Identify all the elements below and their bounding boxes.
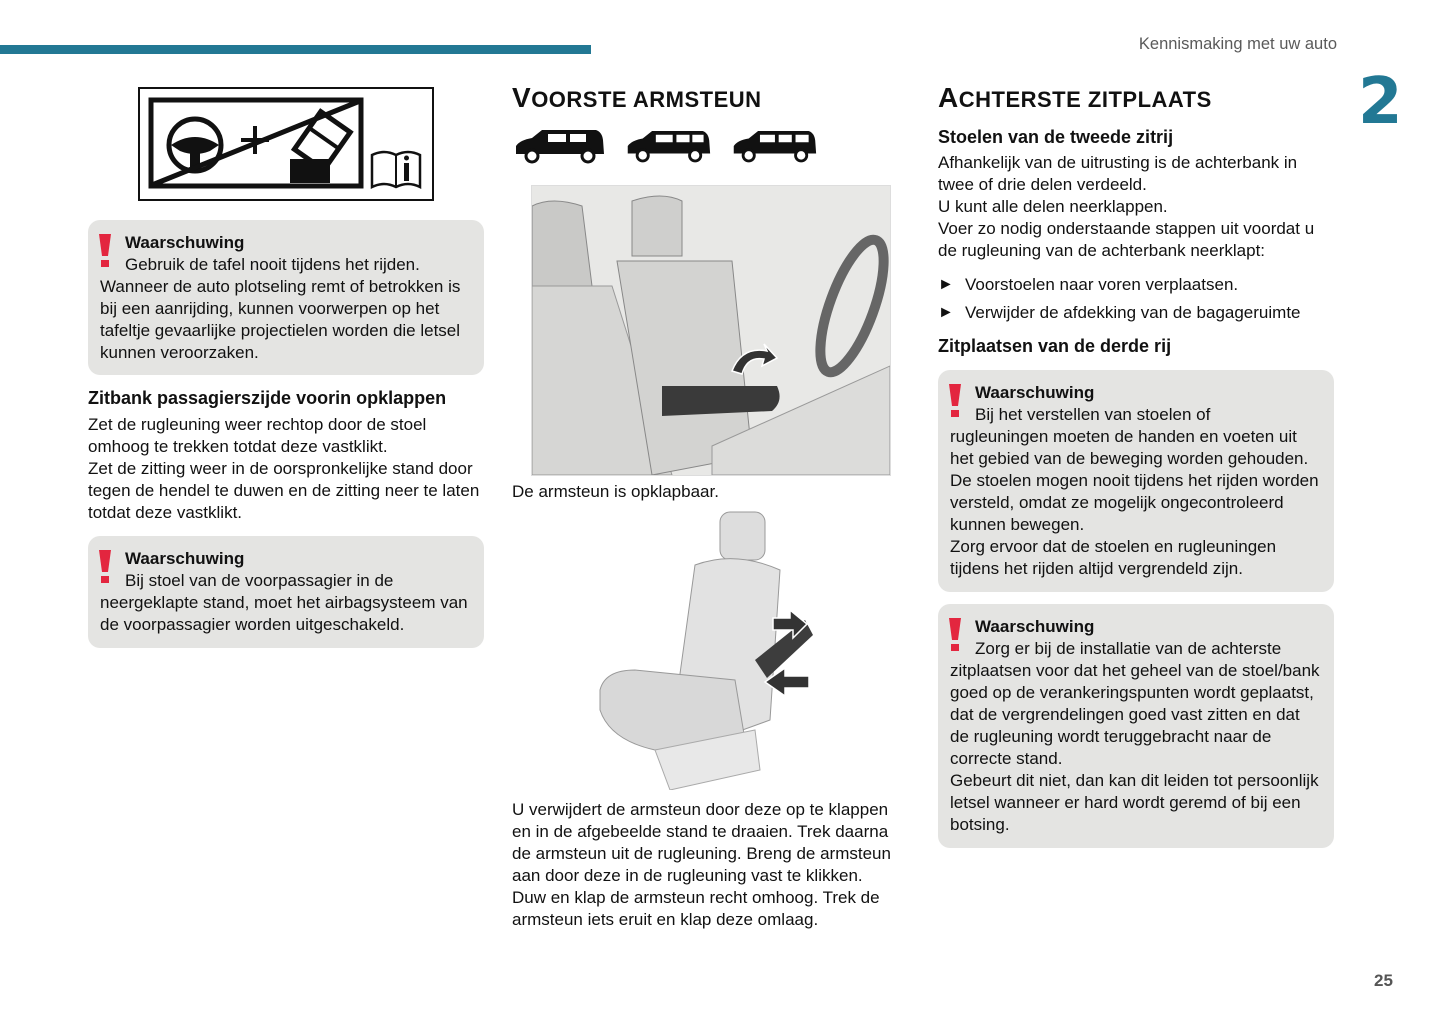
heading-cap: V: [512, 82, 532, 113]
heading-rest: CHTERSTE ZITPLAATS: [958, 87, 1212, 112]
paragraph-split: Afhankelijk van de uitrusting is de achterbank in twee of drie delen verdeeld.: [938, 153, 1298, 194]
warning-exclamation-icon: [948, 382, 962, 418]
paragraph-seat: Zet de zitting weer in de oorspronkelijke stand door tegen de hendel te duwen en de zitting neer te laten totdat deze vastklikt.: [88, 459, 480, 522]
warning-exclamation-icon: [98, 548, 112, 584]
list-item: [938, 274, 1334, 296]
vehicle-variant-icons: [512, 126, 892, 166]
no-table-while-driving-pictogram: [138, 87, 434, 201]
heading-cap: A: [938, 82, 959, 113]
warning-text: rugleuningen moeten de handen en voeten uit het gebied van de beweging worden gehouden.: [950, 427, 1309, 468]
list-item-text: Verwijder de afdekking van de bagageruimte: [965, 303, 1301, 322]
subheading-third-row: Zitplaatsen van de derde rij: [938, 336, 1172, 356]
subheading-second-row: Stoelen van de tweede zitrij: [938, 127, 1174, 147]
warning-box-adjusting: [938, 370, 1334, 592]
chapter-number: 2: [1358, 65, 1403, 139]
bullet-arrow-icon: ►: [938, 276, 954, 293]
van-7-seats-icon: [730, 126, 818, 166]
front-armrest-illustration: [531, 185, 891, 476]
warning-text-first: Bij het verstellen van stoelen of: [975, 405, 1211, 424]
header-accent-bar: [0, 45, 591, 54]
warning-text-first: Gebruik de tafel nooit tijdens het rijden.: [125, 255, 420, 274]
list-item-text: Voorstoelen naar voren verplaatsen.: [965, 275, 1239, 294]
heading-rest: OORSTE ARMSTEUN: [531, 87, 762, 112]
subheading-fold-bench: Zitbank passagierszijde voorin opklappen: [88, 388, 447, 408]
middle-column: [512, 82, 892, 166]
caption-armrest-foldable: De armsteun is opklapbaar.: [512, 482, 719, 501]
warning-text: neergeklapte stand, moet het airbagsysteem van de voorpassagier worden uitgeschakeld.: [100, 593, 468, 634]
warning-title: Waarschuwing: [975, 383, 1095, 402]
heading-rear-seating: [938, 82, 1334, 116]
paragraph-armrest-removal: U verwijdert de armsteun door deze op te klappen en in de afgebeelde stand te draaien. Trek daarna de armsteun uit de rugleuning. Breng de armsteun aan door deze in de rugleuning vast te klikken. Duw en klap de armsteun recht omhoog. Trek de armsteun iets eruit en klap deze omlaag.: [512, 800, 891, 929]
armrest-removal-illustration: [595, 510, 815, 790]
warning-title: Waarschuwing: [125, 233, 245, 252]
list-item: [938, 302, 1334, 324]
steering-wheel-icon: [169, 119, 221, 171]
section-label: Kennismaking met uw auto: [1138, 35, 1337, 53]
warning-exclamation-icon: [948, 616, 962, 652]
paragraph-fold-all: U kunt alle delen neerklappen.: [938, 197, 1168, 216]
warning-exclamation-icon: [98, 232, 112, 268]
warning-text: zitplaatsen voor dat het geheel van de stoel/bank goed op de verankeringspunten wordt geplaatst, dat de vergrendelingen goed vast zitten en dat de rugleuning wordt teruggebracht naar de correcte stand.: [950, 661, 1320, 768]
info-book-icon: [372, 152, 420, 187]
van-2-seats-icon: [512, 126, 606, 166]
warning-box-installation: [938, 604, 1334, 848]
warning-box-table: [88, 220, 484, 375]
van-5-seats-icon: [624, 126, 712, 166]
warning-box-airbag: [88, 536, 484, 648]
page-number: 25: [1374, 971, 1393, 990]
paragraph-backrest: Zet de rugleuning weer rechtop door de stoel omhoog te trekken totdat deze vastklikt.: [88, 415, 427, 456]
warning-text: Gebeurt dit niet, dan kan dit leiden tot persoonlijk letsel wanneer er hard wordt geremd of bij een botsing.: [950, 771, 1319, 834]
warning-text: Zorg ervoor dat de stoelen en rugleuningen tijdens het rijden altijd vergrendeld zijn.: [950, 537, 1277, 578]
bullet-arrow-icon: ►: [938, 304, 954, 321]
warning-text: Wanneer de auto plotseling remt of betrokken is bij een aanrijding, kunnen voorwerpen op het tafeltje gevaarlijke projectielen worden die letsel kunnen veroorzaken.: [100, 277, 461, 362]
warning-text-first: Bij stoel van de voorpassagier in de: [125, 571, 394, 590]
paragraph-steps-intro: Voer zo nodig onderstaande stappen uit voordat u de rugleuning van de achterbank neerklapt:: [938, 219, 1315, 260]
warning-text: De stoelen mogen nooit tijdens het rijden worden versteld, omdat ze mogelijk ongecontroleerd kunnen bewegen.: [950, 471, 1319, 534]
left-column: [88, 220, 484, 648]
heading-front-armrest: [512, 82, 892, 116]
warning-text-first: Zorg er bij de installatie van de achterste: [975, 639, 1282, 658]
warning-title: Waarschuwing: [975, 617, 1095, 636]
right-column: [938, 82, 1334, 848]
warning-title: Waarschuwing: [125, 549, 245, 568]
